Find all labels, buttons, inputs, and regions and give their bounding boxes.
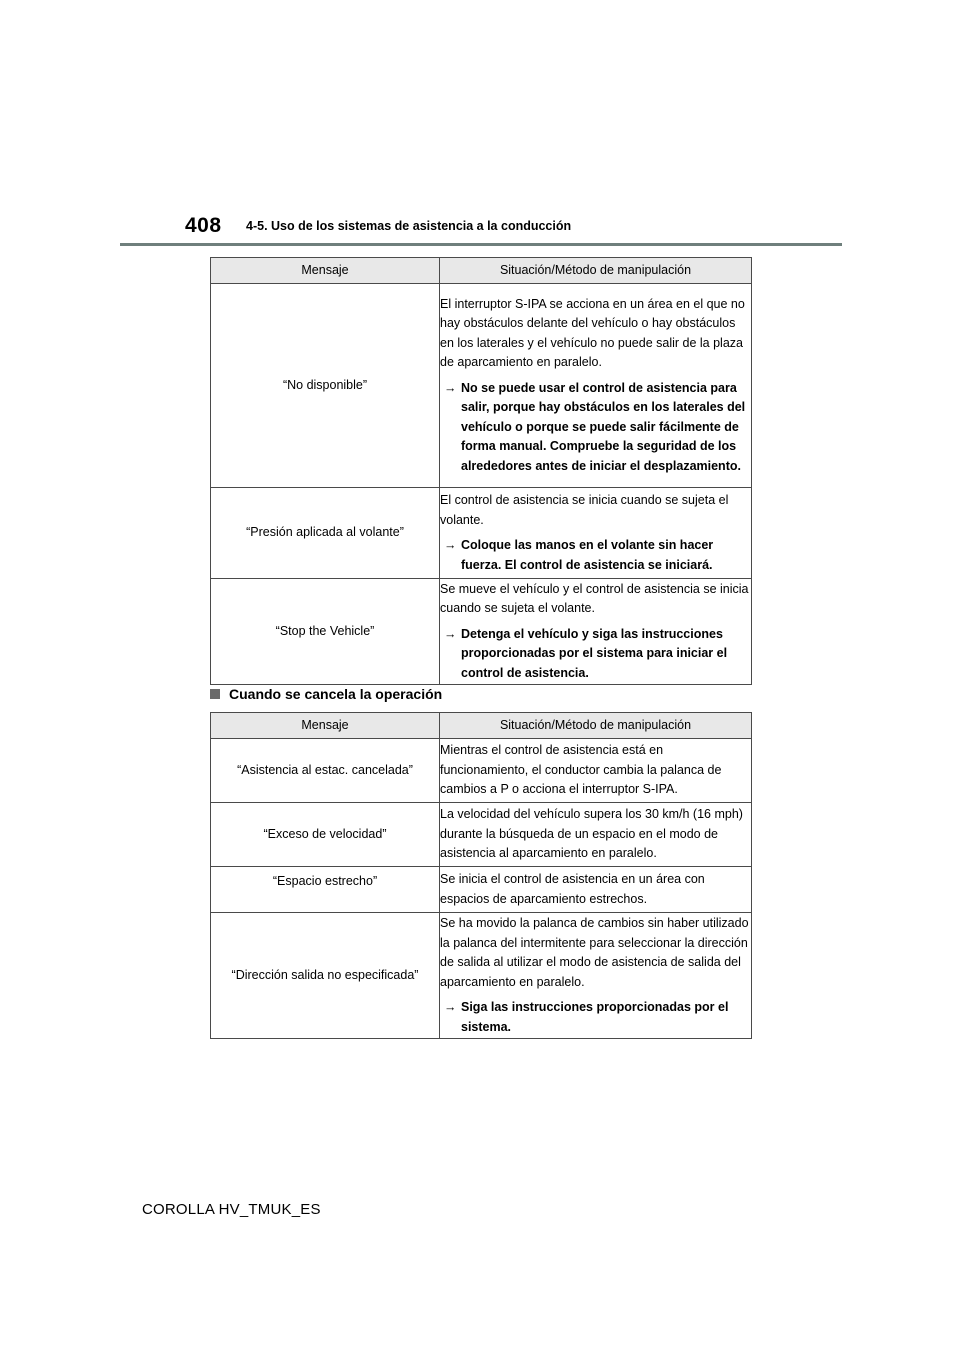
subheading-text: Cuando se cancela la operación bbox=[229, 686, 443, 702]
table-row bbox=[211, 867, 752, 913]
page-number: 408 bbox=[185, 214, 222, 237]
action-text: Detenga el vehículo y siga las instrucciones proporcionadas por el sistema para iniciar el control de asistencia. bbox=[461, 626, 728, 680]
situation-cell bbox=[440, 803, 752, 867]
column-header-message: Mensaje bbox=[211, 713, 440, 739]
situation-cell bbox=[440, 739, 752, 803]
header-rule bbox=[120, 243, 842, 246]
situation-text: La velocidad del vehículo supera los 30 km/h (16 mph) durante la búsqueda de un espacio en el modo de asistencia al aparcamiento en paralelo. bbox=[440, 807, 743, 861]
message-cell: “Stop the Vehicle” bbox=[211, 579, 440, 685]
situation-cell bbox=[440, 867, 752, 913]
situation-text: Mientras el control de asistencia está en funcionamiento, el conductor cambia la palanca de cambios a P o acciona el interruptor S-IPA. bbox=[440, 743, 722, 797]
cancel-messages-table bbox=[210, 712, 752, 1039]
message-cell: “Exceso de velocidad” bbox=[211, 803, 440, 867]
subheading bbox=[210, 686, 442, 702]
arrow-right-icon: → bbox=[444, 380, 457, 395]
action-text: Siga las instrucciones proporcionadas por el sistema. bbox=[461, 1000, 729, 1034]
table-row bbox=[211, 739, 752, 803]
table-row bbox=[211, 284, 752, 488]
square-bullet-icon bbox=[210, 689, 220, 699]
situation-text: El control de asistencia se inicia cuando se sujeta el volante. bbox=[440, 493, 729, 527]
message-cell: “No disponible” bbox=[211, 284, 440, 488]
column-header-situation: Situación/Método de manipulación bbox=[440, 258, 752, 284]
action-item bbox=[440, 625, 751, 684]
column-header-situation: Situación/Método de manipulación bbox=[440, 713, 752, 739]
document-code: COROLLA HV_TMUK_ES bbox=[142, 1201, 321, 1218]
arrow-right-icon: → bbox=[444, 626, 457, 641]
situation-text: El interruptor S-IPA se acciona en un área en el que no hay obstáculos delante del vehículo o hay obstáculos en los laterales y el vehículo no puede salir de la plaza de aparcamiento en paralelo. bbox=[440, 296, 745, 370]
message-cell: “Presión aplicada al volante” bbox=[211, 488, 440, 579]
table-row bbox=[211, 803, 752, 867]
table-row bbox=[211, 913, 752, 1039]
table-header-row bbox=[211, 713, 752, 739]
message-cell: “Asistencia al estac. cancelada” bbox=[211, 739, 440, 803]
situation-cell bbox=[440, 488, 752, 579]
arrow-right-icon: → bbox=[444, 1000, 457, 1014]
arrow-right-icon: → bbox=[444, 538, 457, 552]
situation-text: Se ha movido la palanca de cambios sin haber utilizado la palanca del intermitente para seleccionar la dirección de salida al utilizar el modo de asistencia de salida del aparcamiento en paralelo. bbox=[440, 916, 749, 989]
situation-cell bbox=[440, 284, 752, 488]
situation-text: Se mueve el vehículo y el control de asistencia se inicia cuando se sujeta el volante. bbox=[440, 581, 749, 616]
action-text: Coloque las manos en el volante sin hacer fuerza. El control de asistencia se iniciará. bbox=[461, 538, 714, 572]
action-item bbox=[440, 379, 751, 477]
messages-table bbox=[210, 257, 752, 685]
action-item bbox=[440, 998, 751, 1037]
situation-cell bbox=[440, 913, 752, 1039]
section-title: 4-5. Uso de los sistemas de asistencia a la conducción bbox=[246, 219, 572, 233]
table-header-row bbox=[211, 258, 752, 284]
message-cell: “Dirección salida no especificada” bbox=[211, 913, 440, 1039]
table-row bbox=[211, 488, 752, 579]
message-cell: “Espacio estrecho” bbox=[211, 867, 440, 913]
column-header-message: Mensaje bbox=[211, 258, 440, 284]
action-item bbox=[440, 536, 751, 575]
table-row bbox=[211, 579, 752, 685]
situation-cell bbox=[440, 579, 752, 685]
situation-text: Se inicia el control de asistencia en un área con espacios de aparcamiento estrechos. bbox=[440, 872, 705, 906]
action-text: No se puede usar el control de asistencia para salir, porque hay obstáculos en los laterales del vehículo o porque se puede salir fácilmente de forma manual. Compruebe la seguridad de los alrededores antes de iniciar el desplazamiento. bbox=[461, 380, 746, 473]
